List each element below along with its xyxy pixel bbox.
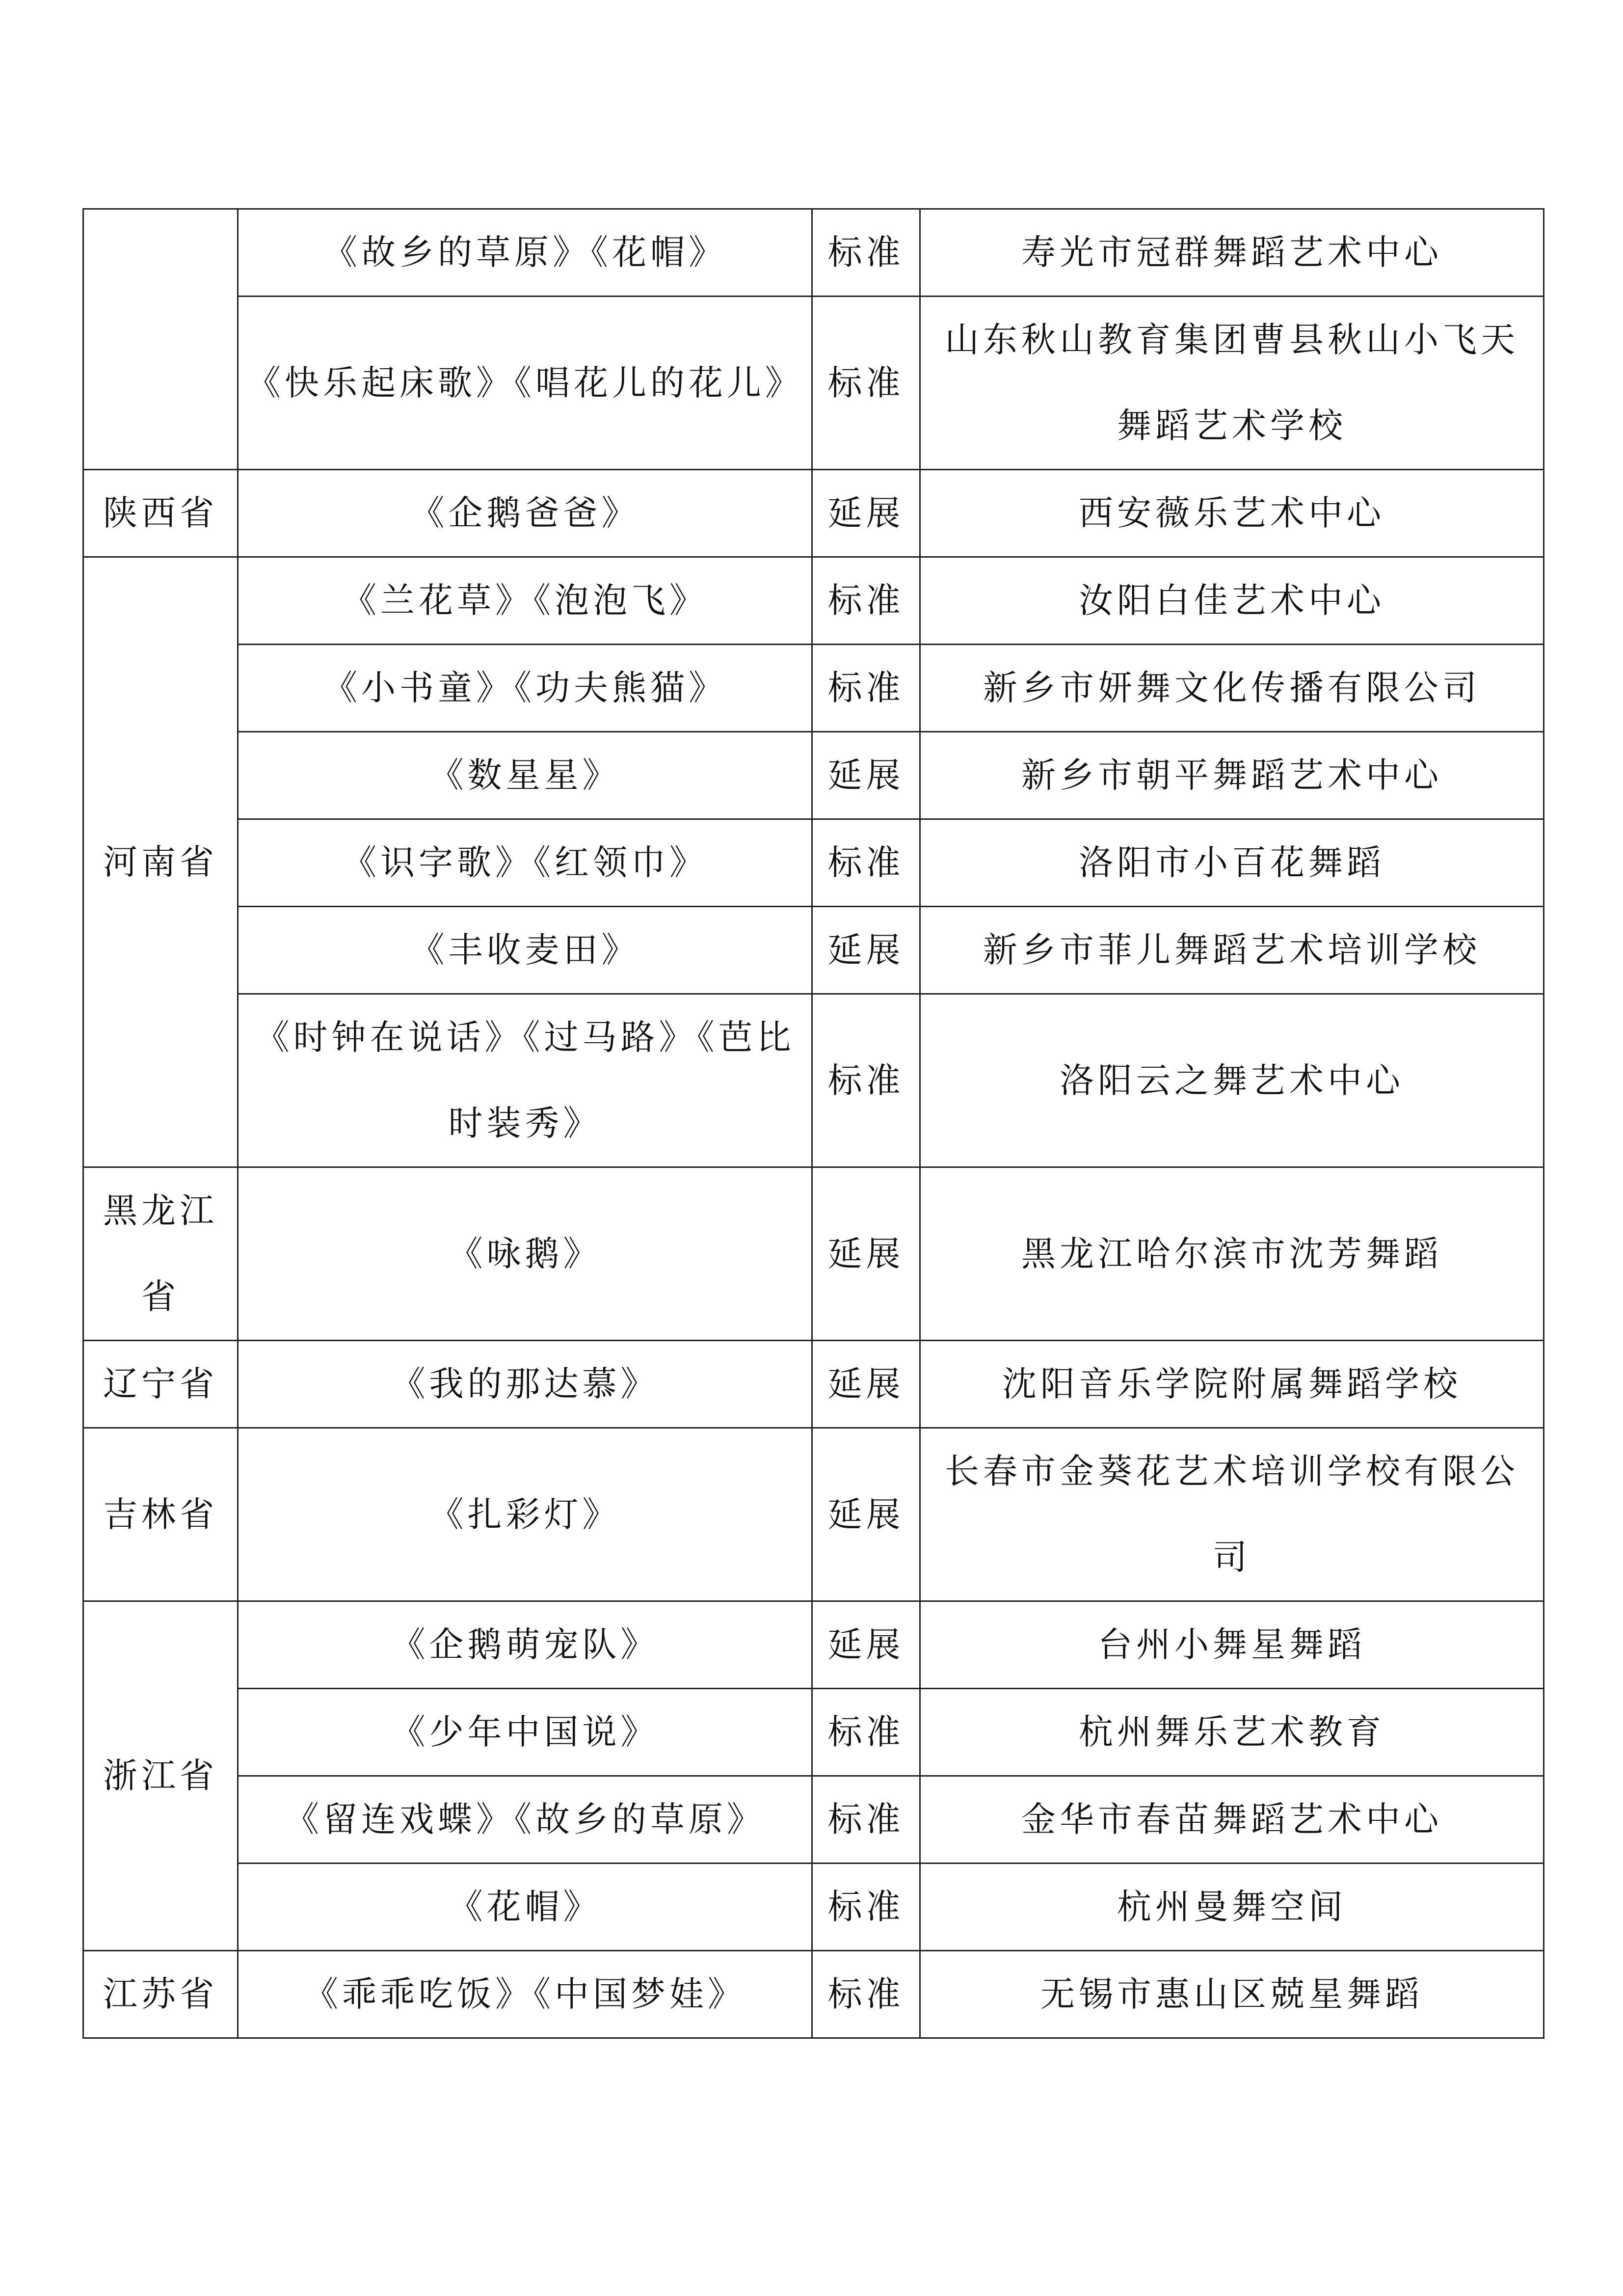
province-cell: 黑龙江省 [83,1167,238,1341]
table-row [83,907,1544,994]
table-row [83,1167,1544,1341]
works-cell: 《留连戏蝶》《故乡的草原》 [238,1776,812,1864]
works-cell: 《快乐起床歌》《唱花儿的花儿》 [238,297,812,470]
works-cell: 《咏鹅》 [238,1167,812,1341]
type-cell: 标准 [812,557,920,645]
works-cell: 《企鹅萌宠队》 [238,1601,812,1689]
works-cell: 《识字歌》《红领巾》 [238,819,812,907]
type-cell: 延展 [812,732,920,819]
table-row [83,1951,1544,2038]
table-row [83,1776,1544,1864]
type-cell: 延展 [812,470,920,557]
organization-cell: 寿光市冠群舞蹈艺术中心 [920,209,1544,297]
works-cell: 《小书童》《功夫熊猫》 [238,645,812,732]
organization-cell: 山东秋山教育集团曹县秋山小飞天舞蹈艺术学校 [920,297,1544,470]
table-row [83,1341,1544,1428]
type-cell: 标准 [812,1864,920,1951]
type-cell: 标准 [812,645,920,732]
table-row [83,1689,1544,1776]
organization-cell: 金华市春苗舞蹈艺术中心 [920,1776,1544,1864]
type-cell: 标准 [812,1689,920,1776]
organization-cell: 洛阳云之舞艺术中心 [920,994,1544,1167]
table-row [83,297,1544,470]
organization-cell: 台州小舞星舞蹈 [920,1601,1544,1689]
works-cell: 《时钟在说话》《过马路》《芭比时装秀》 [238,994,812,1167]
works-cell: 《兰花草》《泡泡飞》 [238,557,812,645]
province-cell: 陕西省 [83,470,238,557]
table-row [83,470,1544,557]
table-row [83,1428,1544,1601]
table-row [83,819,1544,907]
table-row [83,557,1544,645]
works-cell: 《丰收麦田》 [238,907,812,994]
type-cell: 标准 [812,297,920,470]
type-cell: 标准 [812,209,920,297]
works-cell: 《故乡的草原》《花帽》 [238,209,812,297]
works-cell: 《少年中国说》 [238,1689,812,1776]
registration-table [82,208,1544,2039]
type-cell: 标准 [812,1951,920,2038]
organization-cell: 沈阳音乐学院附属舞蹈学校 [920,1341,1544,1428]
province-cell: 吉林省 [83,1428,238,1601]
type-cell: 延展 [812,1341,920,1428]
organization-cell: 新乡市菲儿舞蹈艺术培训学校 [920,907,1544,994]
table-row [83,994,1544,1167]
works-cell: 《扎彩灯》 [238,1428,812,1601]
type-cell: 标准 [812,819,920,907]
table-row [83,209,1544,297]
organization-cell: 洛阳市小百花舞蹈 [920,819,1544,907]
organization-cell: 汝阳白佳艺术中心 [920,557,1544,645]
province-cell: 辽宁省 [83,1341,238,1428]
type-cell: 延展 [812,1601,920,1689]
works-cell: 《我的那达慕》 [238,1341,812,1428]
type-cell: 标准 [812,994,920,1167]
organization-cell: 无锡市惠山区兢星舞蹈 [920,1951,1544,2038]
type-cell: 延展 [812,1428,920,1601]
organization-cell: 杭州舞乐艺术教育 [920,1689,1544,1776]
table-row [83,645,1544,732]
organization-cell: 西安薇乐艺术中心 [920,470,1544,557]
table-row [83,732,1544,819]
province-cell [83,209,238,470]
works-cell: 《企鹅爸爸》 [238,470,812,557]
province-cell: 河南省 [83,557,238,1167]
works-cell: 《花帽》 [238,1864,812,1951]
table-row [83,1601,1544,1689]
organization-cell: 新乡市朝平舞蹈艺术中心 [920,732,1544,819]
type-cell: 延展 [812,1167,920,1341]
type-cell: 标准 [812,1776,920,1864]
organization-cell: 新乡市妍舞文化传播有限公司 [920,645,1544,732]
province-cell: 江苏省 [83,1951,238,2038]
province-cell: 浙江省 [83,1601,238,1951]
works-cell: 《数星星》 [238,732,812,819]
type-cell: 延展 [812,907,920,994]
organization-cell: 黑龙江哈尔滨市沈芳舞蹈 [920,1167,1544,1341]
organization-cell: 长春市金葵花艺术培训学校有限公司 [920,1428,1544,1601]
works-cell: 《乖乖吃饭》《中国梦娃》 [238,1951,812,2038]
table-row [83,1864,1544,1951]
organization-cell: 杭州曼舞空间 [920,1864,1544,1951]
